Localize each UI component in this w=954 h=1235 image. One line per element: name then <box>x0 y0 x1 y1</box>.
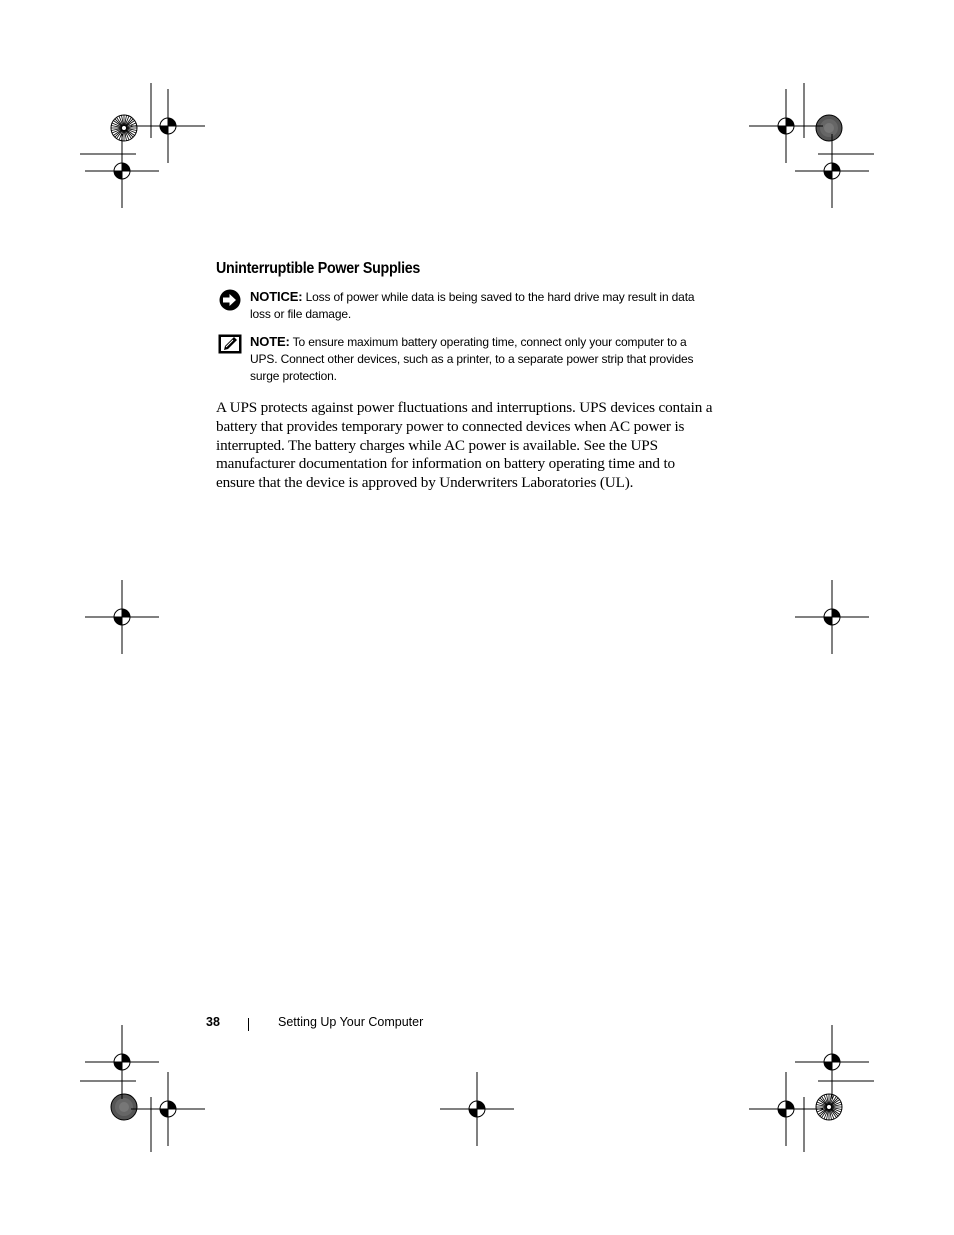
footer-divider <box>248 1018 249 1031</box>
pencil-note-icon <box>218 334 242 356</box>
footer-section-title: Setting Up Your Computer <box>278 1015 424 1029</box>
page-number: 38 <box>206 1015 220 1029</box>
note-callout <box>216 333 716 385</box>
body-paragraph: A UPS protects against power fluctuations and interruptions. UPS devices contain a battery that provides temporary power to connected devices when AC power is interrupted. The battery charges while AC power is available. See the UPS manufacturer documentation for information on battery operating time and to ensure that the device is approved by Underwriters Laboratories (UL). <box>216 399 713 492</box>
notice-arrow-icon <box>218 289 242 311</box>
notice-text: Loss of power while data is being saved to the hard drive may result in data loss or file damage. <box>250 290 695 321</box>
notice-label: NOTICE: <box>250 289 303 304</box>
section-heading: Uninterruptible Power Supplies <box>216 260 421 277</box>
main-content <box>216 258 716 508</box>
note-text: To ensure maximum battery operating time, connect only your computer to a UPS. Connect other devices, such as a printer, to a separate power strip that provides surge protection. <box>250 335 694 383</box>
note-label: NOTE: <box>250 334 290 349</box>
notice-callout <box>216 288 716 323</box>
